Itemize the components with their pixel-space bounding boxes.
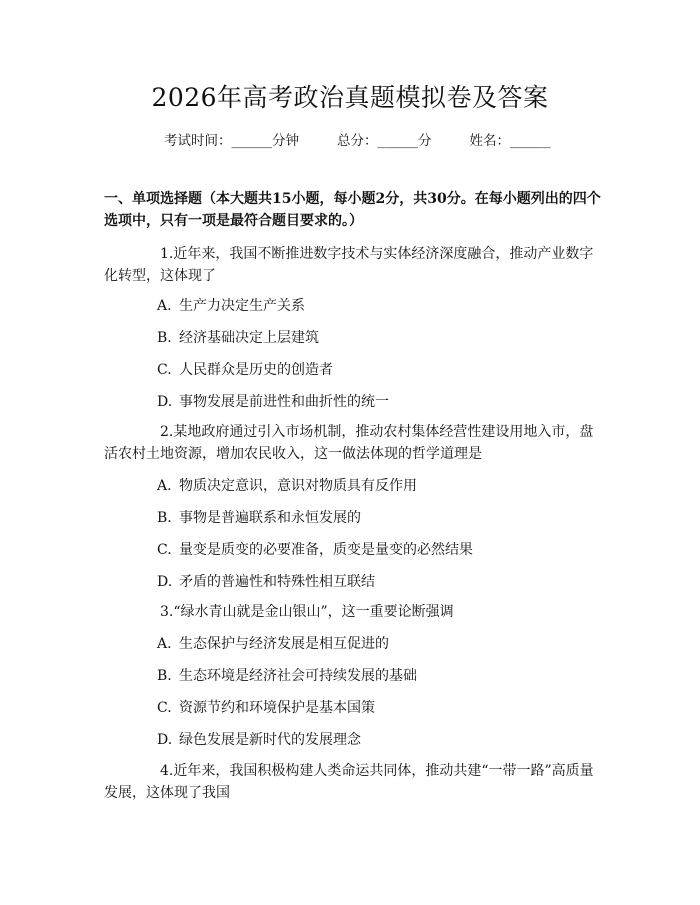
question-1-option-d xyxy=(157,392,389,412)
option-text: 事物发展是前进性和曲折性的统一 xyxy=(179,394,389,410)
option-text: 绿色发展是新时代的发展理念 xyxy=(179,732,361,748)
option-letter: B. xyxy=(157,510,172,526)
question-text: “绿水青山就是金山银山”，这一重要论断强调 xyxy=(173,604,454,620)
option-letter: C. xyxy=(157,542,172,558)
question-text: 某地政府通过引入市场机制，推动农村集体经营性建设用地入市，盘活农村土地资源，增加农民收入，这一做法体现的哲学道理是 xyxy=(104,424,594,462)
score-blank: ______ xyxy=(377,133,418,149)
question-1-option-b xyxy=(157,328,319,348)
question-number: 2. xyxy=(160,424,174,440)
option-text: 人民群众是历史的创造者 xyxy=(179,362,333,378)
option-text: 生态环境是经济社会可持续发展的基础 xyxy=(179,668,417,684)
option-text: 矛盾的普遍性和特殊性相互联结 xyxy=(179,574,375,590)
question-2-option-c xyxy=(157,540,473,560)
option-text: 量变是质变的必要准备，质变是量变的必然结果 xyxy=(179,542,473,558)
option-text: 事物是普遍联系和永恒发展的 xyxy=(179,510,361,526)
option-text: 生态保护与经济发展是相互促进的 xyxy=(179,636,389,652)
score-unit: 分 xyxy=(418,133,432,149)
option-letter: A. xyxy=(157,478,172,494)
question-3-option-b xyxy=(157,666,417,686)
option-text: 资源节约和环境保护是基本国策 xyxy=(179,700,375,716)
question-1-option-c xyxy=(157,360,333,380)
option-letter: C. xyxy=(157,700,172,716)
option-letter: C. xyxy=(157,362,172,378)
question-3-option-a xyxy=(157,634,389,654)
question-number: 3. xyxy=(160,604,174,620)
option-letter: B. xyxy=(157,668,172,684)
name-label: 姓名： xyxy=(469,133,510,149)
question-2-option-b xyxy=(157,508,361,528)
question-1-stem xyxy=(104,243,600,287)
option-text: 生产力决定生产关系 xyxy=(179,298,305,314)
score-label: 总分： xyxy=(337,133,378,149)
question-3-option-c xyxy=(157,698,375,718)
question-2-option-a xyxy=(157,476,417,496)
name-blank: ______ xyxy=(510,133,551,149)
time-label: 考试时间： xyxy=(164,133,232,149)
option-letter: A. xyxy=(157,636,172,652)
question-text: 近年来，我国积极构建人类命运共同体，推动共建“一带一路”高质量发展，这体现了我国 xyxy=(104,763,594,801)
question-1-option-a xyxy=(157,296,305,316)
question-3-stem xyxy=(104,601,600,623)
question-number: 1. xyxy=(160,246,174,262)
time-blank: ______ xyxy=(231,133,272,149)
option-letter: D. xyxy=(157,574,173,590)
page-title: 2026年高考政治真题模拟卷及答案 xyxy=(151,83,549,112)
question-2-stem xyxy=(104,421,600,465)
section-heading: 一、单项选择题（本大题共15小题，每小题2分，共30分。在每小题列出的四个选项中，只有一项是最符合题目要求的。） xyxy=(104,191,601,229)
option-letter: A. xyxy=(157,298,172,314)
option-letter: D. xyxy=(157,394,173,410)
question-3-option-d xyxy=(157,730,361,750)
question-2-option-d xyxy=(157,572,375,592)
option-text: 经济基础决定上层建筑 xyxy=(179,330,319,346)
time-unit: 分钟 xyxy=(272,133,299,149)
question-text: 近年来，我国不断推进数字技术与实体经济深度融合，推动产业数字化转型，这体现了 xyxy=(104,246,594,284)
option-letter: D. xyxy=(157,732,173,748)
question-number: 4. xyxy=(160,763,174,779)
option-text: 物质决定意识，意识对物质具有反作用 xyxy=(179,478,417,494)
option-letter: B. xyxy=(157,330,172,346)
exam-info-line xyxy=(164,131,551,151)
question-4-stem xyxy=(104,760,600,804)
